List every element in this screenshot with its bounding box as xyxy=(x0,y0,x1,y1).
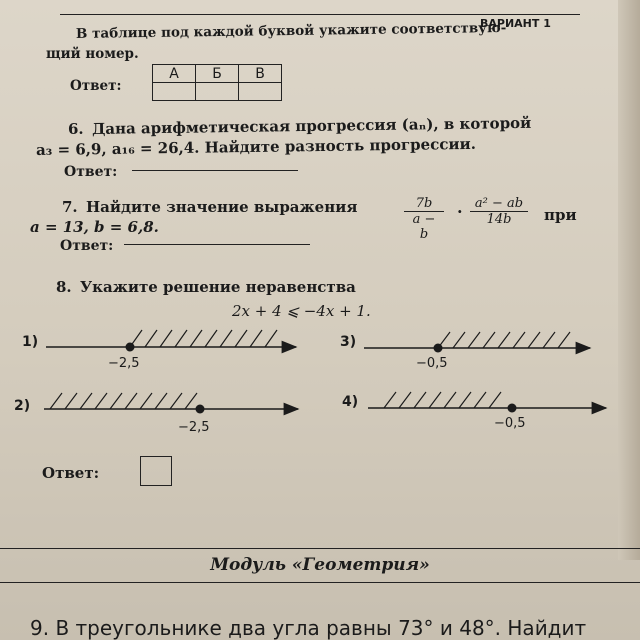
module-banner xyxy=(0,548,640,583)
task7-fraction-2 xyxy=(470,196,528,227)
task7-fraction-1-numerator: 7b xyxy=(404,196,444,212)
point-3 xyxy=(434,344,443,353)
task7-line-2: a = 13, b = 6,8. xyxy=(30,218,159,236)
task7-fraction-1 xyxy=(404,196,444,242)
task6-line-1: Дана арифметическая прогрессия (aₙ), в которой xyxy=(91,113,532,138)
header-rule xyxy=(60,14,580,15)
point-2 xyxy=(196,405,205,414)
answer-cell-a[interactable] xyxy=(153,83,196,101)
task7-number: 7. xyxy=(62,198,78,216)
option-3-value: −0,5 xyxy=(416,356,448,371)
intro-line-2: щий номер. xyxy=(46,46,139,62)
task8-number: 8. xyxy=(56,278,72,296)
task8-answer-label: Ответ: xyxy=(42,464,100,482)
option-3-label[interactable]: 3) xyxy=(340,334,357,350)
task7-text: Найдите значение выражения xyxy=(86,198,358,216)
task6-line-2: a₃ = 6,9, a₁₆ = 26,4. Найдите разность прогрессии. xyxy=(35,134,477,159)
answer-cell-b[interactable] xyxy=(196,83,239,101)
intro-line-1: В таблице под каждой буквой укажите соответствую- xyxy=(75,19,507,42)
task7-fraction-2-denominator: 14b xyxy=(486,212,512,227)
module-title: Модуль «Геометрия» xyxy=(210,555,430,575)
variant-label: ВАРИАНТ 1 xyxy=(480,17,551,30)
option-1-label[interactable]: 1) xyxy=(22,334,39,350)
task7-fraction-2-numerator: a² − ab xyxy=(470,196,528,212)
number-line-3 xyxy=(364,332,590,353)
answer-table-header-a: А xyxy=(153,65,196,83)
option-2-value: −2,5 xyxy=(178,420,210,435)
option-4-value: −0,5 xyxy=(494,416,526,431)
answer-table xyxy=(152,64,282,101)
task6-answer-label: Ответ: xyxy=(64,164,118,180)
task7-answer-line[interactable] xyxy=(124,244,310,245)
task7-fraction-1-denominator: a − b xyxy=(412,212,436,242)
point-4 xyxy=(508,404,517,413)
page-edge xyxy=(618,0,640,560)
task8-inequality: 2x + 4 ⩽ −4x + 1. xyxy=(232,302,371,320)
task6-number: 6. xyxy=(68,120,84,138)
number-line-2 xyxy=(44,393,298,414)
point-1 xyxy=(126,343,135,352)
option-2-label[interactable]: 2) xyxy=(14,398,31,414)
task7-multiply-dot: · xyxy=(457,202,463,221)
answer-table-header-v: В xyxy=(239,65,282,83)
answer-cell-v[interactable] xyxy=(239,83,282,101)
number-line-1 xyxy=(46,330,296,352)
option-1-value: −2,5 xyxy=(108,356,140,371)
number-line-4 xyxy=(368,392,606,413)
task7-answer-label: Ответ: xyxy=(60,238,114,254)
task7-at-word: при xyxy=(544,206,577,224)
intro-answer-label: Ответ: xyxy=(70,78,122,94)
answer-table-header-b: Б xyxy=(196,65,239,83)
task9-text: 9. В треугольнике два угла равны 73° и 48°. Найдит xyxy=(30,616,587,640)
task6-answer-line[interactable] xyxy=(132,170,298,171)
task8-answer-box[interactable] xyxy=(140,456,172,486)
task8-text: Укажите решение неравенства xyxy=(80,278,356,296)
option-4-label[interactable]: 4) xyxy=(342,394,359,410)
